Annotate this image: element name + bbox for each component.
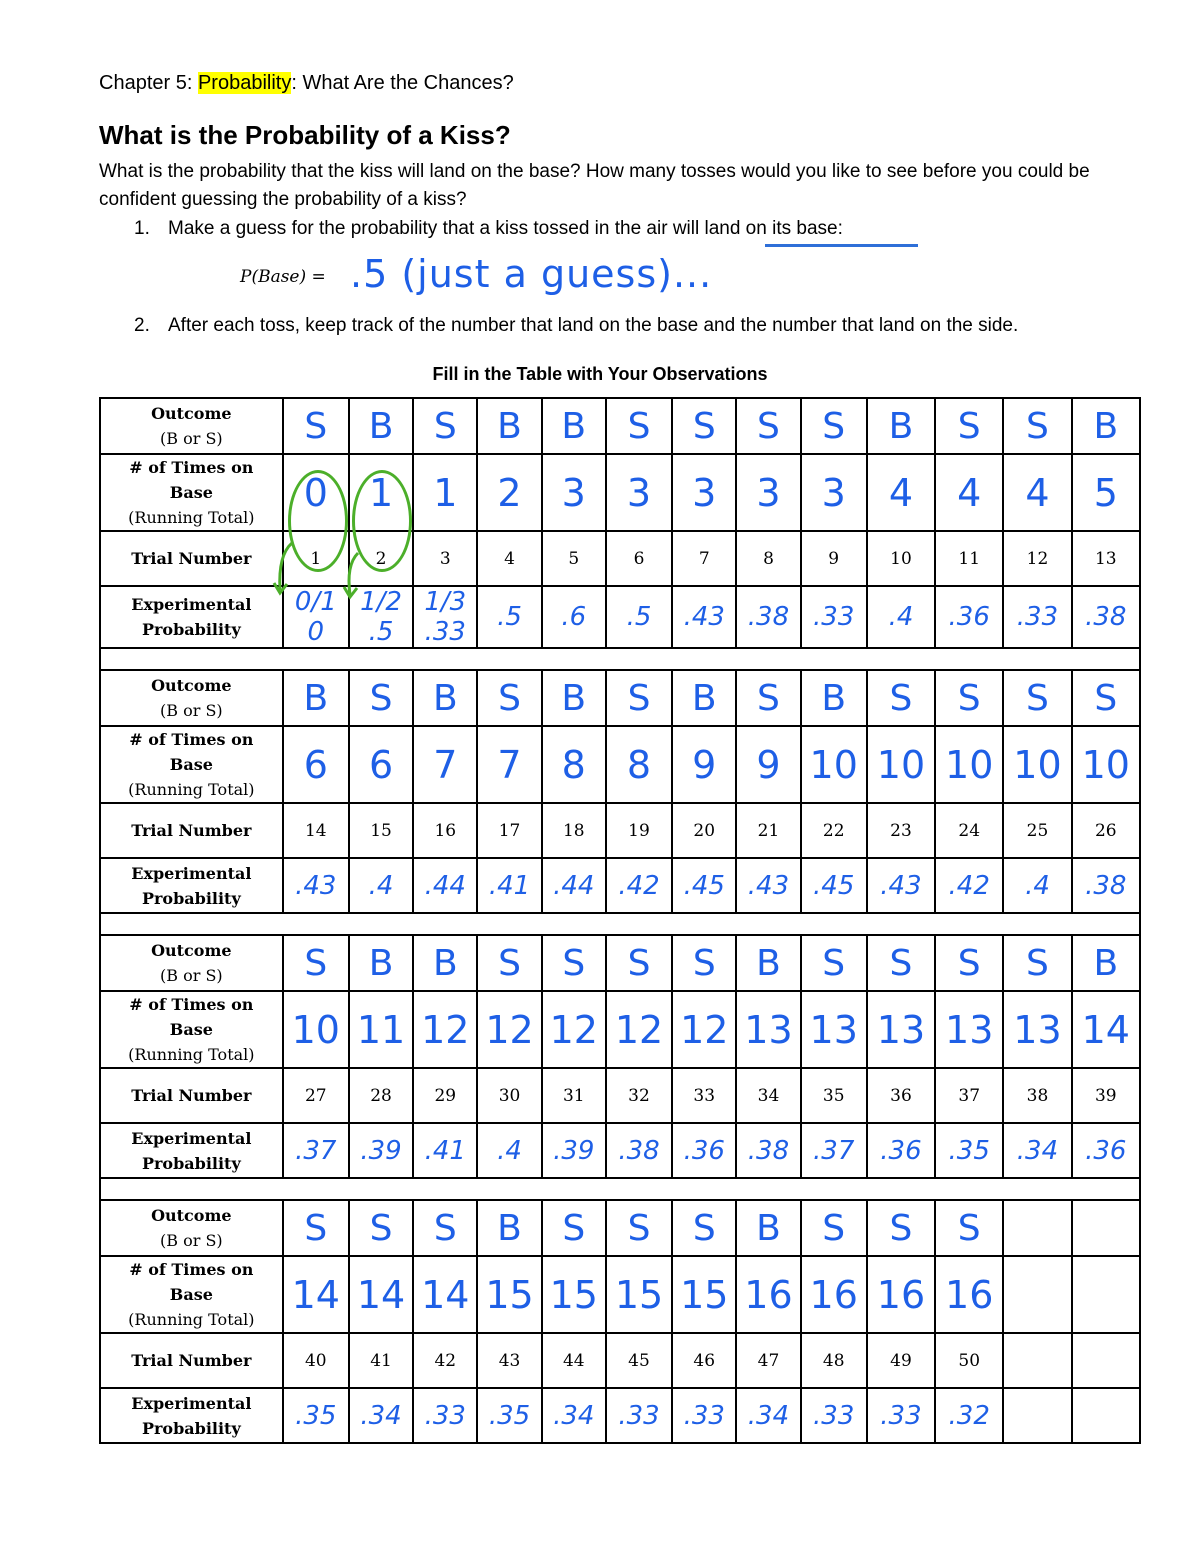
base-count-cell[interactable]: 3 <box>542 454 606 531</box>
trial-number-cell[interactable]: 23 <box>867 803 935 858</box>
base-count-cell[interactable]: 12 <box>413 991 477 1068</box>
base-count-cell[interactable]: 14 <box>1072 991 1140 1068</box>
base-count-cell[interactable]: 13 <box>935 991 1003 1068</box>
outcome-cell[interactable]: S <box>736 670 800 726</box>
experimental-probability-cell[interactable]: .38 <box>736 1123 800 1178</box>
outcome-cell[interactable]: S <box>606 1200 672 1256</box>
experimental-probability-row <box>100 1388 1140 1443</box>
outcome-cell[interactable]: B <box>542 670 606 726</box>
outcome-cell[interactable]: B <box>542 398 606 454</box>
experimental-probability-cell[interactable]: .36 <box>935 586 1003 648</box>
base-count-cell[interactable]: 3 <box>606 454 672 531</box>
trial-number-cell[interactable]: 1 <box>283 531 349 586</box>
experimental-probability-row <box>100 1123 1140 1178</box>
base-count-cell[interactable]: 16 <box>867 1256 935 1333</box>
outcome-cell[interactable]: S <box>935 1200 1003 1256</box>
outcome-cell[interactable]: B <box>672 670 736 726</box>
trial-number-cell[interactable]: 43 <box>477 1333 541 1388</box>
outcome-cell[interactable]: B <box>477 398 541 454</box>
base-count-cell[interactable]: 0 <box>283 454 349 531</box>
trial-number-cell[interactable]: 39 <box>1072 1068 1140 1123</box>
outcome-cell[interactable]: B <box>1072 935 1140 991</box>
experimental-probability-label-line: Probability <box>141 620 241 639</box>
outcome-cell[interactable]: S <box>935 670 1003 726</box>
outcome-cell[interactable]: S <box>606 935 672 991</box>
base-count-cell[interactable]: 12 <box>672 991 736 1068</box>
outcome-label-line: Outcome <box>151 676 232 695</box>
outcome-cell[interactable]: S <box>801 1200 867 1256</box>
experimental-probability-cell[interactable]: .32 <box>935 1388 1003 1443</box>
experimental-probability-cell[interactable]: .33 <box>867 1388 935 1443</box>
base-count-cell[interactable]: 10 <box>867 726 935 803</box>
experimental-probability-label-line: Probability <box>141 888 241 908</box>
observations-table <box>99 397 1141 1444</box>
experimental-probability-cell[interactable]: .39 <box>542 1123 606 1178</box>
base-count-label-line: # of Times on <box>129 995 254 1014</box>
guess-answer: .5 (just a guess)... <box>350 252 713 296</box>
trial-number-cell[interactable]: 16 <box>413 803 477 858</box>
outcome-cell[interactable]: B <box>413 935 477 991</box>
table-caption: Fill in the Table with Your Observations <box>432 364 768 384</box>
experimental-probability-cell[interactable]: .45 <box>672 858 736 913</box>
trial-number-label-line: Trial Number <box>131 1086 252 1105</box>
question-1-number: 1. <box>134 218 150 239</box>
green-arrow-annotation <box>270 535 420 615</box>
experimental-probability-label <box>100 858 283 913</box>
chapter-prefix: Chapter 5: <box>99 72 193 94</box>
outcome-cell[interactable]: S <box>606 398 672 454</box>
trial-number-cell[interactable]: 48 <box>801 1333 867 1388</box>
outcome-label-line: (B or S) <box>160 429 223 448</box>
trial-number-cell[interactable]: 34 <box>736 1068 800 1123</box>
base-count-cell[interactable]: 6 <box>349 726 413 803</box>
outcome-label <box>100 398 283 454</box>
trial-number-cell[interactable]: 19 <box>606 803 672 858</box>
outcome-cell[interactable]: B <box>413 670 477 726</box>
experimental-probability-cell[interactable]: .34 <box>736 1388 800 1443</box>
outcome-row <box>100 935 1140 991</box>
outcome-cell[interactable]: B <box>736 935 800 991</box>
trial-number-cell[interactable]: 36 <box>867 1068 935 1123</box>
base-count-label-line: (Running Total) <box>128 508 255 527</box>
outcome-cell[interactable]: B <box>477 1200 541 1256</box>
outcome-label-line: (B or S) <box>160 966 223 985</box>
outcome-row <box>100 398 1140 454</box>
base-count-label-line: Base <box>169 1020 213 1039</box>
trial-number-cell[interactable]: 12 <box>1003 531 1071 586</box>
outcome-cell[interactable]: S <box>283 1200 349 1256</box>
experimental-probability-cell[interactable]: .6 <box>542 586 606 648</box>
intro-text: What is the probability that the kiss will land on the base? How many tosses would you like to see before you could be confident guessing the probability of a kiss? <box>99 161 1090 210</box>
experimental-probability-cell[interactable]: .34 <box>1003 1123 1071 1178</box>
trial-number-cell[interactable]: 17 <box>477 803 541 858</box>
base-count-label <box>100 726 283 803</box>
experimental-probability-label-line: Probability <box>141 1153 241 1173</box>
experimental-probability-cell[interactable]: .33 <box>801 1388 867 1443</box>
trial-number-cell[interactable]: 27 <box>283 1068 349 1123</box>
base-count-cell[interactable]: 14 <box>349 1256 413 1333</box>
experimental-probability-cell[interactable]: .42 <box>935 858 1003 913</box>
experimental-probability-cell[interactable]: .37 <box>801 1123 867 1178</box>
outcome-cell[interactable]: S <box>867 670 935 726</box>
chapter-heading <box>99 72 514 95</box>
base-count-label-line: (Running Total) <box>128 1310 255 1329</box>
base-count-row <box>100 454 1140 531</box>
trial-number-cell[interactable]: 29 <box>413 1068 477 1123</box>
experimental-probability-label-line: Experimental <box>131 1393 252 1413</box>
experimental-probability-cell[interactable]: .33 <box>801 586 867 648</box>
trial-number-cell[interactable]: 42 <box>413 1333 477 1388</box>
experimental-probability-label <box>100 586 283 648</box>
experimental-probability-cell[interactable]: .5 <box>606 586 672 648</box>
trial-number-cell[interactable]: 10 <box>867 531 935 586</box>
outcome-row <box>100 670 1140 726</box>
outcome-cell[interactable]: S <box>867 1200 935 1256</box>
trial-number-cell[interactable]: 3 <box>413 531 477 586</box>
trial-number-cell[interactable]: 2 <box>349 531 413 586</box>
chapter-highlight: Probability <box>197 72 292 94</box>
trial-number-label <box>100 1068 283 1123</box>
question-1-text: Make a guess for the probability that a kiss tossed in the air will land on its base: <box>168 218 843 239</box>
outcome-cell[interactable]: S <box>672 935 736 991</box>
base-count-cell[interactable] <box>1072 1256 1140 1333</box>
base-count-cell[interactable]: 1 <box>413 454 477 531</box>
base-count-label <box>100 991 283 1068</box>
trial-number-cell[interactable]: 25 <box>1003 803 1071 858</box>
experimental-probability-cell[interactable]: .43 <box>736 858 800 913</box>
base-count-cell[interactable]: 4 <box>935 454 1003 531</box>
base-count-label <box>100 1256 283 1333</box>
trial-number-cell[interactable] <box>1072 1333 1140 1388</box>
trial-number-cell[interactable]: 4 <box>477 531 541 586</box>
trial-number-cell[interactable]: 50 <box>935 1333 1003 1388</box>
base-count-label-line: # of Times on <box>129 458 254 477</box>
trial-number-cell[interactable]: 21 <box>736 803 800 858</box>
base-count-cell[interactable]: 12 <box>606 991 672 1068</box>
experimental-probability-cell[interactable] <box>1072 1388 1140 1443</box>
experimental-probability-cell[interactable]: .35 <box>477 1388 541 1443</box>
trial-number-cell[interactable]: 5 <box>542 531 606 586</box>
base-count-cell[interactable]: 10 <box>801 726 867 803</box>
base-count-cell[interactable]: 7 <box>477 726 541 803</box>
base-count-cell[interactable]: 13 <box>1003 991 1071 1068</box>
outcome-cell[interactable]: B <box>1072 398 1140 454</box>
experimental-probability-cell[interactable]: .38 <box>606 1123 672 1178</box>
base-count-cell[interactable]: 8 <box>606 726 672 803</box>
outcome-cell[interactable]: S <box>935 398 1003 454</box>
outcome-cell[interactable]: S <box>801 398 867 454</box>
chapter-suffix: : What Are the Chances? <box>291 72 514 94</box>
outcome-cell[interactable]: S <box>542 935 606 991</box>
trial-number-cell[interactable]: 31 <box>542 1068 606 1123</box>
outcome-cell[interactable]: S <box>736 398 800 454</box>
outcome-label-line: Outcome <box>151 1206 232 1225</box>
outcome-cell[interactable]: S <box>1072 670 1140 726</box>
outcome-label <box>100 1200 283 1256</box>
experimental-probability-cell[interactable]: .41 <box>477 858 541 913</box>
trial-number-cell[interactable]: 9 <box>801 531 867 586</box>
experimental-probability-label <box>100 1123 283 1178</box>
trial-number-cell[interactable]: 11 <box>935 531 1003 586</box>
outcome-cell[interactable]: S <box>935 935 1003 991</box>
experimental-probability-cell[interactable]: .44 <box>413 858 477 913</box>
table-spacer-row <box>100 648 1140 670</box>
outcome-cell[interactable]: B <box>867 398 935 454</box>
base-count-cell[interactable]: 14 <box>283 1256 349 1333</box>
spacer-cell <box>100 648 1140 670</box>
outcome-cell[interactable]: S <box>349 670 413 726</box>
trial-number-cell[interactable]: 6 <box>606 531 672 586</box>
experimental-probability-cell[interactable]: .42 <box>606 858 672 913</box>
outcome-cell[interactable]: S <box>1003 935 1071 991</box>
base-count-cell[interactable]: 14 <box>413 1256 477 1333</box>
base-count-cell[interactable]: 15 <box>672 1256 736 1333</box>
base-count-cell[interactable]: 3 <box>736 454 800 531</box>
experimental-probability-cell[interactable]: .33 <box>413 1388 477 1443</box>
experimental-probability-cell[interactable]: .4 <box>349 858 413 913</box>
outcome-label-line: (B or S) <box>160 701 223 720</box>
trial-number-cell[interactable]: 26 <box>1072 803 1140 858</box>
outcome-cell[interactable]: S <box>542 1200 606 1256</box>
trial-number-cell[interactable]: 22 <box>801 803 867 858</box>
trial-number-row <box>100 1068 1140 1123</box>
experimental-probability-cell[interactable]: .44 <box>542 858 606 913</box>
trial-number-label <box>100 531 283 586</box>
outcome-cell[interactable]: S <box>1003 670 1071 726</box>
experimental-probability-cell[interactable]: .43 <box>867 858 935 913</box>
base-count-cell[interactable]: 10 <box>283 991 349 1068</box>
trial-number-cell[interactable]: 45 <box>606 1333 672 1388</box>
base-count-cell[interactable] <box>1003 1256 1071 1333</box>
base-count-label-line: # of Times on <box>129 730 254 749</box>
outcome-cell[interactable]: S <box>606 670 672 726</box>
table-spacer-row <box>100 913 1140 935</box>
outcome-cell[interactable]: S <box>672 1200 736 1256</box>
experimental-probability-label <box>100 1388 283 1443</box>
base-count-cell[interactable]: 12 <box>542 991 606 1068</box>
base-count-label-line: (Running Total) <box>128 780 255 799</box>
trial-number-label-line: Trial Number <box>131 549 252 568</box>
trial-number-cell[interactable]: 28 <box>349 1068 413 1123</box>
base-count-cell[interactable]: 1 <box>349 454 413 531</box>
trial-number-cell[interactable]: 33 <box>672 1068 736 1123</box>
trial-number-cell[interactable]: 18 <box>542 803 606 858</box>
trial-number-cell[interactable]: 32 <box>606 1068 672 1123</box>
trial-number-cell[interactable]: 44 <box>542 1333 606 1388</box>
trial-number-cell[interactable]: 8 <box>736 531 800 586</box>
experimental-probability-cell[interactable]: .4 <box>1003 858 1071 913</box>
experimental-probability-cell[interactable]: .4 <box>867 586 935 648</box>
base-count-cell[interactable]: 11 <box>349 991 413 1068</box>
experimental-probability-cell[interactable]: .36 <box>672 1123 736 1178</box>
base-count-cell[interactable]: 3 <box>801 454 867 531</box>
pbase-label: P(Base) = <box>240 267 326 287</box>
outcome-cell[interactable]: B <box>349 935 413 991</box>
experimental-probability-label-line: Experimental <box>131 863 252 883</box>
trial-number-cell[interactable]: 13 <box>1072 531 1140 586</box>
trial-number-label <box>100 803 283 858</box>
base-count-cell[interactable]: 15 <box>606 1256 672 1333</box>
base-count-label <box>100 454 283 531</box>
trial-number-cell[interactable]: 14 <box>283 803 349 858</box>
trial-number-row <box>100 531 1140 586</box>
question-2-text: After each toss, keep track of the number that land on the base and the number that land on the side. <box>168 315 1019 336</box>
base-count-cell[interactable]: 4 <box>867 454 935 531</box>
question-1 <box>134 215 843 243</box>
base-count-cell[interactable]: 10 <box>1072 726 1140 803</box>
outcome-cell[interactable]: B <box>283 670 349 726</box>
experimental-probability-label-line: Experimental <box>131 595 252 614</box>
experimental-probability-cell[interactable]: .33 <box>1003 586 1071 648</box>
outcome-cell[interactable]: S <box>283 398 349 454</box>
trial-number-cell[interactable]: 46 <box>672 1333 736 1388</box>
experimental-probability-cell[interactable]: .37 <box>283 1123 349 1178</box>
experimental-probability-cell[interactable]: .33 <box>672 1388 736 1443</box>
table-spacer-row <box>100 1178 1140 1200</box>
outcome-cell[interactable]: S <box>1003 398 1071 454</box>
outcome-label <box>100 935 283 991</box>
base-count-cell[interactable]: 2 <box>477 454 541 531</box>
experimental-probability-cell[interactable]: .34 <box>542 1388 606 1443</box>
outcome-cell[interactable]: S <box>801 935 867 991</box>
experimental-probability-cell[interactable]: .35 <box>283 1388 349 1443</box>
trial-number-cell[interactable]: 24 <box>935 803 1003 858</box>
page-title: What is the Probability of a Kiss? <box>99 120 511 150</box>
base-count-cell[interactable]: 6 <box>283 726 349 803</box>
experimental-probability-cell[interactable]: .38 <box>736 586 800 648</box>
experimental-probability-cell[interactable]: 1/3 .33 <box>413 586 477 648</box>
experimental-probability-row <box>100 586 1140 648</box>
trial-number-cell[interactable]: 7 <box>672 531 736 586</box>
base-count-cell[interactable]: 8 <box>542 726 606 803</box>
outcome-cell[interactable] <box>1072 1200 1140 1256</box>
trial-number-cell[interactable] <box>1003 1333 1071 1388</box>
base-count-label-line: Base <box>169 483 213 502</box>
experimental-probability-cell[interactable]: .45 <box>801 858 867 913</box>
experimental-probability-cell[interactable]: .36 <box>867 1123 935 1178</box>
spacer-cell <box>100 1178 1140 1200</box>
experimental-probability-cell[interactable]: .38 <box>1072 586 1140 648</box>
base-count-cell[interactable]: 9 <box>736 726 800 803</box>
experimental-probability-cell[interactable]: .43 <box>283 858 349 913</box>
outcome-cell[interactable]: S <box>413 398 477 454</box>
base-count-row <box>100 1256 1140 1333</box>
experimental-probability-cell[interactable]: .35 <box>935 1123 1003 1178</box>
experimental-probability-cell[interactable]: 1/2 .5 <box>349 586 413 648</box>
base-count-cell[interactable]: 15 <box>477 1256 541 1333</box>
base-count-cell[interactable]: 10 <box>1003 726 1071 803</box>
base-count-cell[interactable]: 10 <box>935 726 1003 803</box>
trial-number-cell[interactable]: 38 <box>1003 1068 1071 1123</box>
base-count-cell[interactable]: 16 <box>736 1256 800 1333</box>
outcome-label-line: Outcome <box>151 404 232 423</box>
trial-number-cell[interactable]: 20 <box>672 803 736 858</box>
base-count-label-line: (Running Total) <box>128 1045 255 1064</box>
base-count-cell[interactable]: 3 <box>672 454 736 531</box>
base-count-label-line: Base <box>169 1285 213 1304</box>
experimental-probability-cell[interactable]: .34 <box>349 1388 413 1443</box>
trial-number-row <box>100 1333 1140 1388</box>
outcome-cell[interactable]: S <box>477 935 541 991</box>
base-count-cell[interactable]: 4 <box>1003 454 1071 531</box>
trial-number-cell[interactable]: 37 <box>935 1068 1003 1123</box>
base-count-cell[interactable]: 13 <box>801 991 867 1068</box>
trial-number-row <box>100 803 1140 858</box>
outcome-cell[interactable]: S <box>672 398 736 454</box>
base-count-cell[interactable]: 15 <box>542 1256 606 1333</box>
experimental-probability-label-line: Probability <box>141 1418 241 1438</box>
experimental-probability-row <box>100 858 1140 913</box>
base-count-cell[interactable]: 16 <box>935 1256 1003 1333</box>
trial-number-label-line: Trial Number <box>131 821 252 840</box>
base-count-cell[interactable]: 7 <box>413 726 477 803</box>
base-count-row <box>100 991 1140 1068</box>
experimental-probability-cell[interactable]: .5 <box>477 586 541 648</box>
experimental-probability-cell[interactable]: .41 <box>413 1123 477 1178</box>
outcome-row <box>100 1200 1140 1256</box>
base-count-label-line: Base <box>169 755 213 774</box>
outcome-label-line: (B or S) <box>160 1231 223 1250</box>
experimental-probability-cell[interactable]: .39 <box>349 1123 413 1178</box>
outcome-cell[interactable] <box>1003 1200 1071 1256</box>
outcome-cell[interactable]: S <box>349 1200 413 1256</box>
base-count-cell[interactable]: 13 <box>736 991 800 1068</box>
trial-number-cell[interactable]: 47 <box>736 1333 800 1388</box>
spacer-cell <box>100 913 1140 935</box>
experimental-probability-cell[interactable]: .36 <box>1072 1123 1140 1178</box>
base-count-cell[interactable]: 5 <box>1072 454 1140 531</box>
outcome-label-line: Outcome <box>151 941 232 960</box>
outcome-cell[interactable]: B <box>349 398 413 454</box>
trial-number-cell[interactable]: 41 <box>349 1333 413 1388</box>
base-count-cell[interactable]: 12 <box>477 991 541 1068</box>
outcome-cell[interactable]: S <box>283 935 349 991</box>
trial-number-cell[interactable]: 49 <box>867 1333 935 1388</box>
question-2 <box>134 314 1094 338</box>
outcome-cell[interactable]: S <box>867 935 935 991</box>
experimental-probability-cell[interactable]: .38 <box>1072 858 1140 913</box>
base-count-cell[interactable]: 9 <box>672 726 736 803</box>
trial-number-cell[interactable]: 15 <box>349 803 413 858</box>
base-count-label-line: # of Times on <box>129 1260 254 1279</box>
base-count-cell[interactable]: 16 <box>801 1256 867 1333</box>
trial-number-cell[interactable]: 35 <box>801 1068 867 1123</box>
base-count-row <box>100 726 1140 803</box>
handwritten-underline <box>765 244 918 247</box>
base-count-cell[interactable]: 13 <box>867 991 935 1068</box>
outcome-cell[interactable]: B <box>801 670 867 726</box>
trial-number-label-line: Trial Number <box>131 1351 252 1370</box>
outcome-cell[interactable]: S <box>477 670 541 726</box>
question-2-number: 2. <box>134 315 150 336</box>
outcome-label <box>100 670 283 726</box>
experimental-probability-cell[interactable] <box>1003 1388 1071 1443</box>
outcome-cell[interactable]: S <box>413 1200 477 1256</box>
outcome-cell[interactable]: B <box>736 1200 800 1256</box>
trial-number-cell[interactable]: 30 <box>477 1068 541 1123</box>
experimental-probability-cell[interactable]: 0/1 0 <box>283 586 349 648</box>
experimental-probability-cell[interactable]: .43 <box>672 586 736 648</box>
trial-number-cell[interactable]: 40 <box>283 1333 349 1388</box>
experimental-probability-cell[interactable]: .33 <box>606 1388 672 1443</box>
experimental-probability-cell[interactable]: .4 <box>477 1123 541 1178</box>
trial-number-label <box>100 1333 283 1388</box>
experimental-probability-label-line: Experimental <box>131 1128 252 1148</box>
